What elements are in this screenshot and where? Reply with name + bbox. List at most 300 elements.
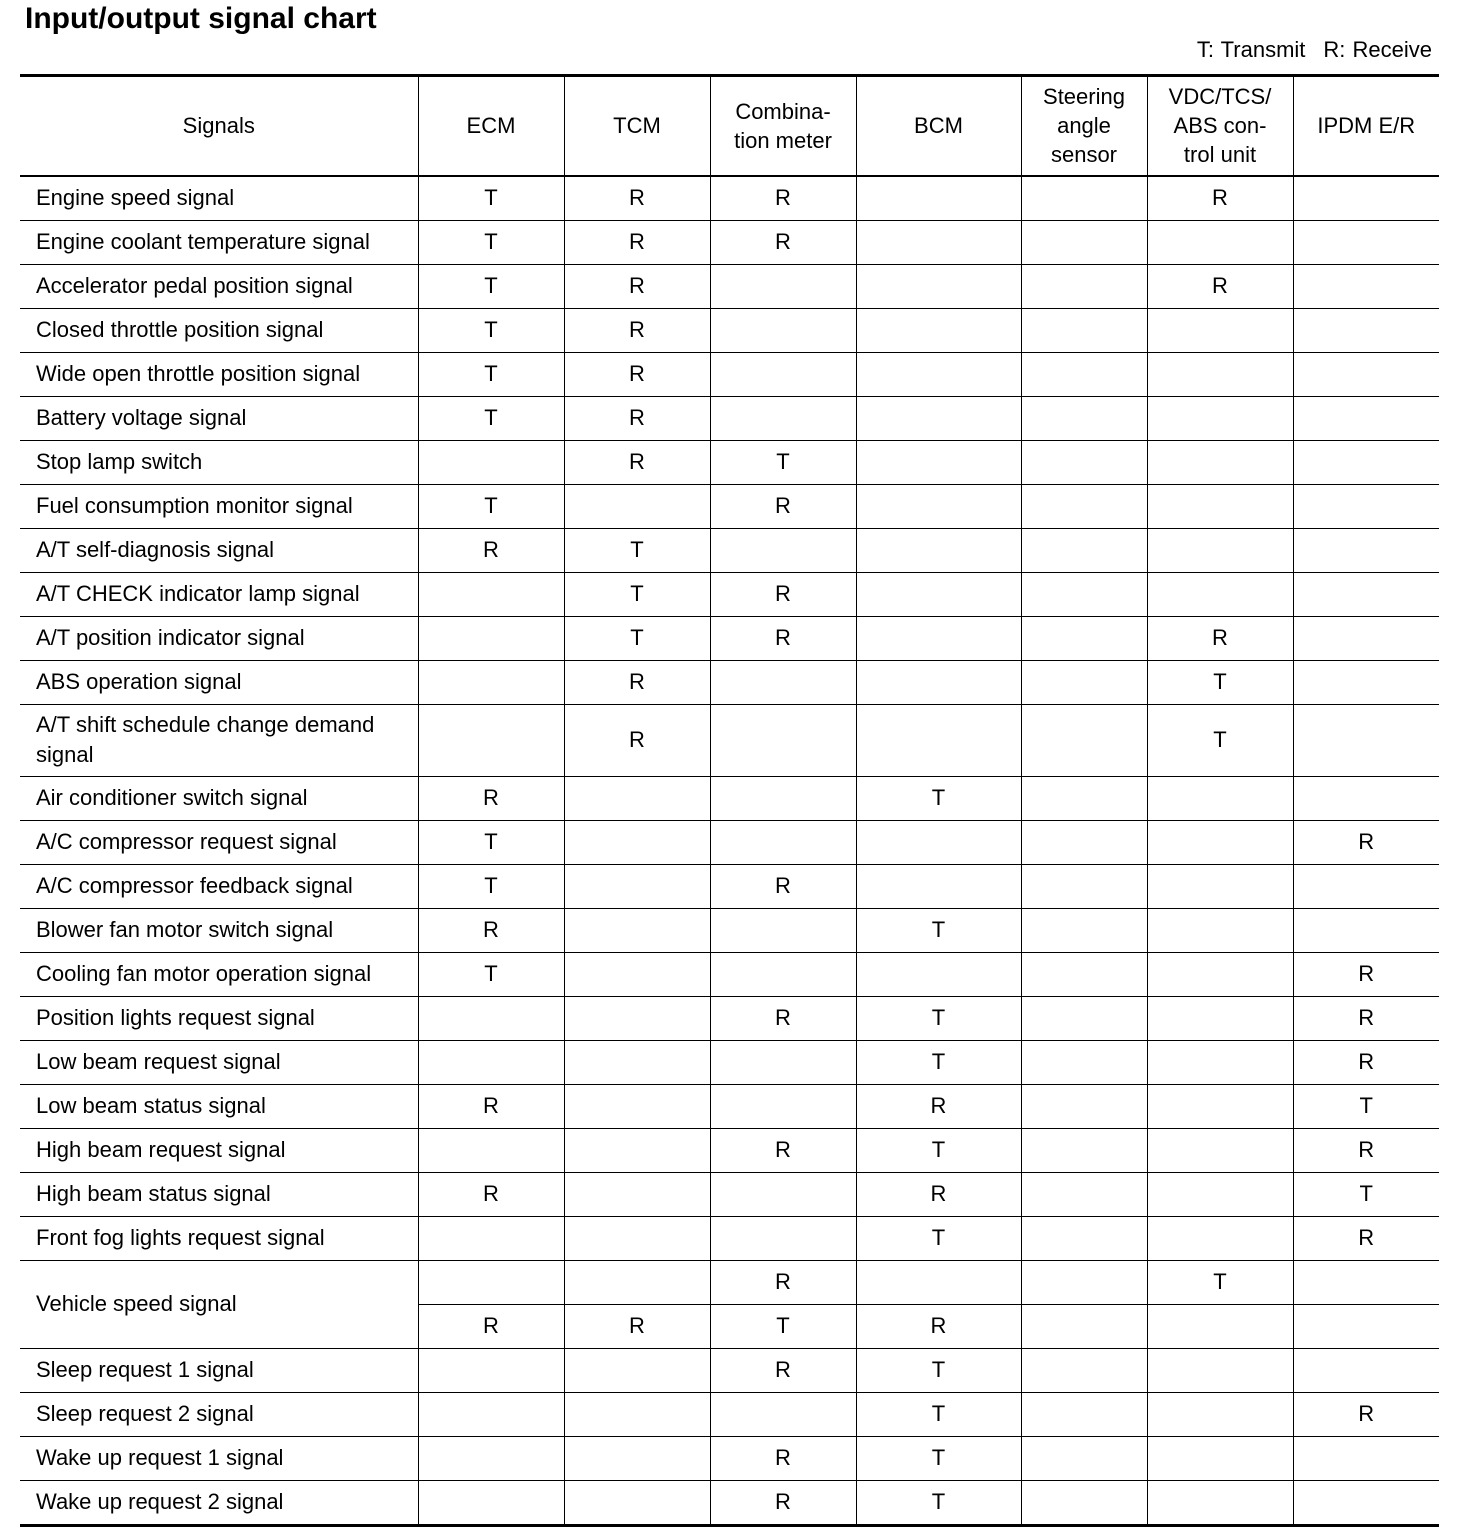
cell-ipdm-er bbox=[1293, 616, 1439, 660]
cell-ipdm-er bbox=[1293, 704, 1439, 776]
table-row bbox=[20, 1040, 1439, 1084]
column-header-text: VDC/TCS/ bbox=[1168, 84, 1272, 110]
cell-ipdm-er: T bbox=[1293, 1084, 1439, 1128]
signal-name-cell bbox=[20, 776, 418, 820]
cell-combination-meter: R bbox=[710, 176, 856, 221]
signal-name: Air conditioner switch signal bbox=[36, 785, 308, 810]
cell-steering-angle-sensor bbox=[1021, 908, 1147, 952]
cell-bcm bbox=[856, 352, 1021, 396]
cell-steering-angle-sensor bbox=[1021, 996, 1147, 1040]
cell-tcm: R bbox=[564, 176, 710, 221]
table-row bbox=[20, 1392, 1439, 1436]
signal-name-cell bbox=[20, 1436, 418, 1480]
table-row bbox=[20, 572, 1439, 616]
cell-combination-meter bbox=[710, 1172, 856, 1216]
cell-bcm: R bbox=[856, 1172, 1021, 1216]
cell-steering-angle-sensor bbox=[1021, 528, 1147, 572]
cell-vdc-tcs-abs bbox=[1147, 1348, 1293, 1392]
table-row bbox=[20, 996, 1439, 1040]
cell-steering-angle-sensor bbox=[1021, 1480, 1147, 1525]
cell-tcm: R bbox=[564, 1304, 710, 1348]
cell-ipdm-er bbox=[1293, 264, 1439, 308]
cell-tcm bbox=[564, 996, 710, 1040]
signal-name-cell bbox=[20, 264, 418, 308]
signal-name: A/T self-diagnosis signal bbox=[36, 537, 275, 562]
cell-combination-meter bbox=[710, 1040, 856, 1084]
cell-tcm bbox=[564, 820, 710, 864]
cell-tcm bbox=[564, 1436, 710, 1480]
cell-ecm: R bbox=[418, 908, 564, 952]
signal-name: A/C compressor feedback signal bbox=[36, 873, 353, 898]
cell-tcm bbox=[564, 1260, 710, 1304]
cell-vdc-tcs-abs bbox=[1147, 820, 1293, 864]
cell-combination-meter: R bbox=[710, 996, 856, 1040]
signal-name-cell bbox=[20, 952, 418, 996]
table-row bbox=[20, 704, 1439, 776]
cell-combination-meter: R bbox=[710, 864, 856, 908]
cell-vdc-tcs-abs bbox=[1147, 864, 1293, 908]
cell-ecm bbox=[418, 1392, 564, 1436]
cell-bcm: T bbox=[856, 908, 1021, 952]
signal-name: Position lights request signal bbox=[36, 1005, 315, 1030]
cell-ipdm-er bbox=[1293, 660, 1439, 704]
cell-steering-angle-sensor bbox=[1021, 176, 1147, 221]
column-header-text: sensor bbox=[1050, 142, 1118, 168]
table-row bbox=[20, 396, 1439, 440]
signal-name: Wake up request 1 signal bbox=[36, 1445, 284, 1470]
signal-name-cell bbox=[20, 1216, 418, 1260]
signal-name-cell bbox=[20, 176, 418, 221]
cell-combination-meter bbox=[710, 952, 856, 996]
cell-bcm: T bbox=[856, 996, 1021, 1040]
cell-ecm: R bbox=[418, 1084, 564, 1128]
cell-ipdm-er: R bbox=[1293, 952, 1439, 996]
cell-ipdm-er bbox=[1293, 1348, 1439, 1392]
cell-steering-angle-sensor bbox=[1021, 952, 1147, 996]
cell-tcm: R bbox=[564, 396, 710, 440]
signal-name-cell bbox=[20, 1260, 418, 1348]
signal-name-cell bbox=[20, 908, 418, 952]
cell-steering-angle-sensor bbox=[1021, 572, 1147, 616]
cell-ecm: T bbox=[418, 952, 564, 996]
cell-ipdm-er: R bbox=[1293, 1216, 1439, 1260]
table-row bbox=[20, 1172, 1439, 1216]
cell-ecm: T bbox=[418, 820, 564, 864]
table-row bbox=[20, 1084, 1439, 1128]
cell-bcm bbox=[856, 660, 1021, 704]
table-row bbox=[20, 308, 1439, 352]
signal-name-cell bbox=[20, 1084, 418, 1128]
cell-tcm bbox=[564, 1392, 710, 1436]
cell-vdc-tcs-abs bbox=[1147, 352, 1293, 396]
cell-steering-angle-sensor bbox=[1021, 264, 1147, 308]
cell-ecm bbox=[418, 1216, 564, 1260]
cell-tcm bbox=[564, 1040, 710, 1084]
signal-name-cell bbox=[20, 1480, 418, 1525]
cell-combination-meter bbox=[710, 396, 856, 440]
cell-ipdm-er: R bbox=[1293, 820, 1439, 864]
signal-name: Front fog lights request signal bbox=[36, 1225, 325, 1250]
cell-ecm bbox=[418, 1260, 564, 1304]
cell-combination-meter: R bbox=[710, 572, 856, 616]
legend bbox=[1197, 36, 1432, 64]
cell-bcm: R bbox=[856, 1304, 1021, 1348]
cell-ecm bbox=[418, 1480, 564, 1525]
cell-combination-meter bbox=[710, 704, 856, 776]
signal-name: Battery voltage signal bbox=[36, 405, 247, 430]
signal-name: Wake up request 2 signal bbox=[36, 1489, 284, 1514]
cell-ipdm-er bbox=[1293, 484, 1439, 528]
signal-name: Cooling fan motor operation signal bbox=[36, 961, 372, 986]
signal-name-cell bbox=[20, 308, 418, 352]
cell-ipdm-er bbox=[1293, 864, 1439, 908]
signal-name-cell bbox=[20, 616, 418, 660]
cell-ipdm-er bbox=[1293, 176, 1439, 221]
table-row bbox=[20, 484, 1439, 528]
signal-chart-table bbox=[20, 74, 1439, 1527]
cell-vdc-tcs-abs bbox=[1147, 484, 1293, 528]
cell-steering-angle-sensor bbox=[1021, 776, 1147, 820]
cell-steering-angle-sensor bbox=[1021, 220, 1147, 264]
signal-name-cell bbox=[20, 484, 418, 528]
cell-steering-angle-sensor bbox=[1021, 864, 1147, 908]
cell-ecm: T bbox=[418, 864, 564, 908]
column-header-ecm bbox=[418, 76, 564, 176]
cell-vdc-tcs-abs bbox=[1147, 528, 1293, 572]
cell-tcm: R bbox=[564, 440, 710, 484]
signal-name-cell bbox=[20, 1040, 418, 1084]
cell-steering-angle-sensor bbox=[1021, 1172, 1147, 1216]
cell-vdc-tcs-abs: T bbox=[1147, 660, 1293, 704]
cell-ipdm-er: T bbox=[1293, 1172, 1439, 1216]
cell-ecm: T bbox=[418, 352, 564, 396]
cell-ecm: R bbox=[418, 1304, 564, 1348]
cell-tcm: T bbox=[564, 572, 710, 616]
cell-combination-meter bbox=[710, 264, 856, 308]
cell-ipdm-er bbox=[1293, 1260, 1439, 1304]
cell-ipdm-er: R bbox=[1293, 1040, 1439, 1084]
signal-name-cell bbox=[20, 1172, 418, 1216]
cell-vdc-tcs-abs: R bbox=[1147, 176, 1293, 221]
cell-ecm: R bbox=[418, 528, 564, 572]
table-row bbox=[20, 220, 1439, 264]
cell-combination-meter bbox=[710, 908, 856, 952]
cell-ipdm-er bbox=[1293, 308, 1439, 352]
cell-ipdm-er bbox=[1293, 396, 1439, 440]
cell-bcm bbox=[856, 1260, 1021, 1304]
cell-ecm bbox=[418, 660, 564, 704]
cell-combination-meter bbox=[710, 308, 856, 352]
cell-tcm bbox=[564, 908, 710, 952]
signal-name: Engine coolant temperature signal bbox=[36, 229, 370, 254]
cell-combination-meter bbox=[710, 820, 856, 864]
cell-ipdm-er: R bbox=[1293, 996, 1439, 1040]
cell-tcm: R bbox=[564, 308, 710, 352]
cell-vdc-tcs-abs bbox=[1147, 1480, 1293, 1525]
cell-tcm bbox=[564, 1172, 710, 1216]
cell-vdc-tcs-abs: R bbox=[1147, 264, 1293, 308]
cell-bcm bbox=[856, 264, 1021, 308]
cell-vdc-tcs-abs bbox=[1147, 996, 1293, 1040]
cell-ecm: T bbox=[418, 396, 564, 440]
signal-name: Low beam status signal bbox=[36, 1093, 266, 1118]
cell-ecm bbox=[418, 616, 564, 660]
cell-steering-angle-sensor bbox=[1021, 704, 1147, 776]
signal-name: High beam status signal bbox=[36, 1181, 271, 1206]
cell-ipdm-er bbox=[1293, 220, 1439, 264]
cell-ecm bbox=[418, 1040, 564, 1084]
cell-ipdm-er bbox=[1293, 908, 1439, 952]
cell-tcm bbox=[564, 1348, 710, 1392]
cell-steering-angle-sensor bbox=[1021, 1084, 1147, 1128]
signal-name: Wide open throttle position signal bbox=[36, 361, 361, 386]
cell-bcm bbox=[856, 176, 1021, 221]
cell-ipdm-er: R bbox=[1293, 1128, 1439, 1172]
table-row bbox=[20, 820, 1439, 864]
cell-combination-meter: R bbox=[710, 1348, 856, 1392]
cell-steering-angle-sensor bbox=[1021, 820, 1147, 864]
cell-vdc-tcs-abs bbox=[1147, 1128, 1293, 1172]
table-row bbox=[20, 952, 1439, 996]
signal-name-cell bbox=[20, 704, 418, 776]
column-header-vdc-tcs-abs bbox=[1147, 76, 1293, 176]
cell-vdc-tcs-abs bbox=[1147, 572, 1293, 616]
signal-name-cell bbox=[20, 1392, 418, 1436]
cell-ecm: T bbox=[418, 264, 564, 308]
cell-vdc-tcs-abs bbox=[1147, 1392, 1293, 1436]
cell-tcm: R bbox=[564, 660, 710, 704]
cell-bcm bbox=[856, 952, 1021, 996]
column-header-text: trol unit bbox=[1183, 142, 1257, 168]
cell-tcm: R bbox=[564, 264, 710, 308]
cell-vdc-tcs-abs bbox=[1147, 908, 1293, 952]
table-row bbox=[20, 1216, 1439, 1260]
signal-name: Blower fan motor switch signal bbox=[36, 917, 334, 942]
cell-ecm bbox=[418, 440, 564, 484]
cell-tcm bbox=[564, 484, 710, 528]
cell-combination-meter: R bbox=[710, 1260, 856, 1304]
cell-ecm: T bbox=[418, 176, 564, 221]
table-body bbox=[20, 176, 1439, 1526]
legend-receive: R: Receive bbox=[1323, 37, 1432, 62]
cell-ipdm-er bbox=[1293, 440, 1439, 484]
cell-vdc-tcs-abs bbox=[1147, 1084, 1293, 1128]
signal-name: Accelerator pedal position signal bbox=[36, 273, 353, 298]
signal-name: Sleep request 1 signal bbox=[36, 1357, 254, 1382]
cell-vdc-tcs-abs: T bbox=[1147, 1260, 1293, 1304]
legend-transmit: T: Transmit bbox=[1196, 37, 1306, 62]
cell-vdc-tcs-abs bbox=[1147, 1172, 1293, 1216]
table-row bbox=[20, 864, 1439, 908]
cell-steering-angle-sensor bbox=[1021, 1436, 1147, 1480]
cell-bcm: T bbox=[856, 1480, 1021, 1525]
cell-bcm bbox=[856, 528, 1021, 572]
cell-tcm: R bbox=[564, 352, 710, 396]
cell-bcm bbox=[856, 396, 1021, 440]
signal-name-cell bbox=[20, 572, 418, 616]
cell-steering-angle-sensor bbox=[1021, 352, 1147, 396]
column-header-text: Signals bbox=[182, 113, 255, 139]
signal-name: Fuel consumption monitor signal bbox=[36, 493, 353, 518]
column-header-signals bbox=[20, 76, 418, 176]
cell-bcm bbox=[856, 308, 1021, 352]
cell-vdc-tcs-abs bbox=[1147, 396, 1293, 440]
column-header-bcm bbox=[856, 76, 1021, 176]
cell-bcm: T bbox=[856, 1392, 1021, 1436]
table-row bbox=[20, 264, 1439, 308]
page-title: Input/output signal chart bbox=[25, 2, 377, 35]
table-row bbox=[20, 660, 1439, 704]
cell-tcm bbox=[564, 1128, 710, 1172]
table-row bbox=[20, 908, 1439, 952]
cell-ipdm-er bbox=[1293, 572, 1439, 616]
cell-tcm bbox=[564, 1480, 710, 1525]
cell-bcm bbox=[856, 572, 1021, 616]
signal-name-cell bbox=[20, 1128, 418, 1172]
cell-tcm bbox=[564, 952, 710, 996]
cell-steering-angle-sensor bbox=[1021, 1348, 1147, 1392]
column-header-text: angle bbox=[1057, 113, 1111, 139]
signal-name: Stop lamp switch bbox=[36, 449, 203, 474]
header-row bbox=[20, 76, 1439, 176]
signal-name-cell bbox=[20, 220, 418, 264]
table-row bbox=[20, 1436, 1439, 1480]
cell-vdc-tcs-abs bbox=[1147, 1304, 1293, 1348]
cell-ecm bbox=[418, 1348, 564, 1392]
table-row bbox=[20, 352, 1439, 396]
cell-steering-angle-sensor bbox=[1021, 1216, 1147, 1260]
table-row bbox=[20, 528, 1439, 572]
cell-bcm: T bbox=[856, 1040, 1021, 1084]
table-row bbox=[20, 1348, 1439, 1392]
cell-ecm bbox=[418, 704, 564, 776]
cell-steering-angle-sensor bbox=[1021, 484, 1147, 528]
cell-combination-meter bbox=[710, 528, 856, 572]
cell-ecm bbox=[418, 1128, 564, 1172]
cell-bcm: T bbox=[856, 1348, 1021, 1392]
signal-name-cell bbox=[20, 396, 418, 440]
cell-ecm: R bbox=[418, 1172, 564, 1216]
cell-ecm: T bbox=[418, 220, 564, 264]
cell-vdc-tcs-abs bbox=[1147, 440, 1293, 484]
column-header-ipdm-er bbox=[1293, 76, 1439, 176]
column-header-text: Combina- bbox=[735, 98, 831, 124]
signal-name: Low beam request signal bbox=[36, 1049, 281, 1074]
cell-combination-meter bbox=[710, 1392, 856, 1436]
cell-combination-meter: R bbox=[710, 220, 856, 264]
cell-ecm bbox=[418, 1436, 564, 1480]
cell-tcm bbox=[564, 864, 710, 908]
cell-steering-angle-sensor bbox=[1021, 1128, 1147, 1172]
signal-name: Closed throttle position signal bbox=[36, 317, 324, 342]
cell-steering-angle-sensor bbox=[1021, 1260, 1147, 1304]
cell-tcm: R bbox=[564, 704, 710, 776]
table-row bbox=[20, 440, 1439, 484]
cell-bcm: T bbox=[856, 1128, 1021, 1172]
cell-tcm bbox=[564, 1216, 710, 1260]
cell-ipdm-er bbox=[1293, 1480, 1439, 1525]
cell-combination-meter bbox=[710, 776, 856, 820]
cell-bcm bbox=[856, 704, 1021, 776]
column-header-text: Steering bbox=[1043, 84, 1125, 110]
table-row bbox=[20, 616, 1439, 660]
cell-bcm bbox=[856, 820, 1021, 864]
signal-name: Sleep request 2 signal bbox=[36, 1401, 254, 1426]
column-header-text: ABS con- bbox=[1173, 113, 1267, 139]
cell-combination-meter bbox=[710, 660, 856, 704]
signal-name: Engine speed signal bbox=[36, 185, 235, 210]
cell-ipdm-er bbox=[1293, 352, 1439, 396]
cell-vdc-tcs-abs bbox=[1147, 1216, 1293, 1260]
cell-ipdm-er bbox=[1293, 1436, 1439, 1480]
cell-steering-angle-sensor bbox=[1021, 660, 1147, 704]
column-header-steering-angle-sensor bbox=[1021, 76, 1147, 176]
cell-combination-meter: R bbox=[710, 1436, 856, 1480]
cell-ecm: R bbox=[418, 776, 564, 820]
cell-steering-angle-sensor bbox=[1021, 1392, 1147, 1436]
cell-vdc-tcs-abs bbox=[1147, 1040, 1293, 1084]
cell-steering-angle-sensor bbox=[1021, 1040, 1147, 1084]
column-header-text: IPDM E/R bbox=[1317, 113, 1416, 139]
cell-combination-meter: T bbox=[710, 1304, 856, 1348]
signal-name: signal bbox=[36, 742, 94, 767]
signal-name-cell bbox=[20, 660, 418, 704]
cell-steering-angle-sensor bbox=[1021, 396, 1147, 440]
cell-tcm bbox=[564, 776, 710, 820]
cell-combination-meter bbox=[710, 1084, 856, 1128]
cell-tcm: R bbox=[564, 220, 710, 264]
cell-bcm bbox=[856, 616, 1021, 660]
cell-bcm: T bbox=[856, 1216, 1021, 1260]
cell-ecm bbox=[418, 996, 564, 1040]
cell-tcm bbox=[564, 1084, 710, 1128]
cell-bcm bbox=[856, 220, 1021, 264]
column-header-text: ECM bbox=[466, 113, 516, 139]
signal-name-cell bbox=[20, 1348, 418, 1392]
cell-steering-angle-sensor bbox=[1021, 616, 1147, 660]
column-header-combination-meter bbox=[710, 76, 856, 176]
cell-combination-meter: R bbox=[710, 484, 856, 528]
cell-bcm: T bbox=[856, 776, 1021, 820]
signal-name-cell bbox=[20, 528, 418, 572]
cell-ipdm-er bbox=[1293, 528, 1439, 572]
cell-bcm bbox=[856, 440, 1021, 484]
cell-combination-meter bbox=[710, 1216, 856, 1260]
cell-combination-meter bbox=[710, 352, 856, 396]
signal-name: A/T CHECK indicator lamp signal bbox=[36, 581, 360, 606]
signal-name: A/T shift schedule change demand bbox=[36, 712, 375, 737]
cell-bcm bbox=[856, 864, 1021, 908]
signal-name: A/T position indicator signal bbox=[36, 625, 305, 650]
cell-tcm: T bbox=[564, 616, 710, 660]
signal-name: ABS operation signal bbox=[36, 669, 242, 694]
cell-combination-meter: R bbox=[710, 616, 856, 660]
cell-ecm bbox=[418, 572, 564, 616]
cell-combination-meter: R bbox=[710, 1128, 856, 1172]
cell-steering-angle-sensor bbox=[1021, 308, 1147, 352]
cell-bcm: T bbox=[856, 1436, 1021, 1480]
cell-vdc-tcs-abs bbox=[1147, 220, 1293, 264]
signal-name-cell bbox=[20, 440, 418, 484]
signal-name-cell bbox=[20, 820, 418, 864]
cell-ecm: T bbox=[418, 484, 564, 528]
signal-name: A/C compressor request signal bbox=[36, 829, 337, 854]
cell-vdc-tcs-abs bbox=[1147, 952, 1293, 996]
signal-name-cell bbox=[20, 864, 418, 908]
table-row bbox=[20, 176, 1439, 221]
table-row bbox=[20, 1480, 1439, 1525]
cell-ipdm-er: R bbox=[1293, 1392, 1439, 1436]
